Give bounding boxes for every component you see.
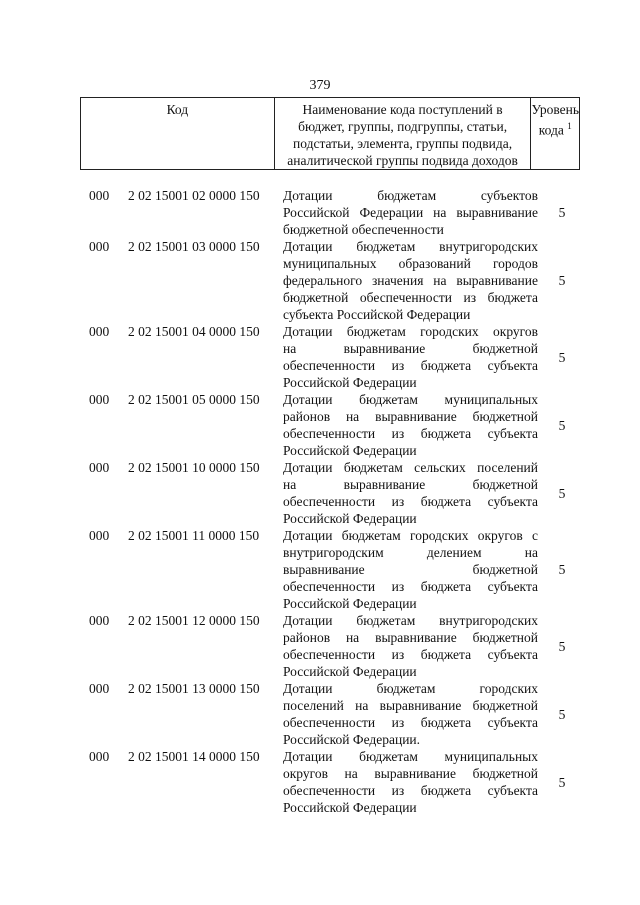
income-name-line: Дотации бюджетам субъектов — [283, 188, 538, 203]
income-name — [283, 527, 538, 612]
income-code: 2 02 15001 14 0000 150 — [128, 749, 260, 764]
income-name-line: обеспеченности из бюджета субъекта — [283, 426, 538, 441]
income-name-line: обеспеченности из бюджета субъекта — [283, 358, 538, 373]
header-name-line: Наименование кода поступлений в — [302, 102, 503, 117]
income-code: 2 02 15001 13 0000 150 — [128, 681, 260, 696]
income-name-line: Российской Федерации — [283, 596, 417, 611]
income-name-line: федерального значения на выравнивание — [283, 273, 538, 288]
income-name-line: Дотации бюджетам сельских поселений — [283, 460, 538, 475]
admin-code: 000 — [89, 460, 110, 475]
admin-code: 000 — [89, 324, 110, 339]
income-name-line: Дотации бюджетам внутригородских — [283, 239, 538, 254]
level-value: 5 — [558, 562, 566, 577]
income-code: 2 02 15001 12 0000 150 — [128, 613, 260, 628]
page-number: 379 — [309, 78, 331, 93]
level-value: 5 — [558, 205, 566, 220]
income-name-line: внутригородским делением на — [283, 545, 538, 560]
income-code: 2 02 15001 11 0000 150 — [128, 528, 260, 543]
table-row — [80, 391, 580, 459]
table-row — [80, 612, 580, 680]
income-name-line: Российской Федерации. — [283, 732, 421, 747]
admin-code: 000 — [89, 613, 110, 628]
income-name-line: бюджетной обеспеченности из бюджета — [283, 290, 538, 305]
income-name-line: Дотации бюджетам городских округов — [283, 324, 538, 339]
level-value: 5 — [558, 485, 566, 501]
admin-code: 000 — [89, 681, 110, 696]
admin-code: 000 — [89, 239, 110, 254]
income-name — [283, 612, 538, 680]
income-name-line: обеспеченности из бюджета субъекта — [283, 647, 538, 662]
income-name-line: Российской Федерации — [283, 375, 417, 390]
level-value: 5 — [558, 349, 566, 365]
income-name-line: обеспеченности из бюджета субъекта — [283, 715, 538, 730]
admin-code: 000 — [89, 188, 110, 203]
income-name-line: Российской Федерации — [283, 800, 417, 815]
income-name — [283, 238, 538, 323]
income-name-line: Дотации бюджетам муниципальных — [283, 749, 538, 764]
income-name — [283, 459, 538, 527]
table-header — [80, 97, 580, 170]
header-name-line: аналитической группы подвида доходов — [287, 153, 518, 168]
table-row — [80, 238, 580, 323]
income-name-line: обеспеченности из бюджета субъекта — [283, 579, 538, 594]
income-code: 2 02 15001 02 0000 150 — [128, 188, 260, 203]
income-name-line: округов на выравнивание бюджетной — [283, 766, 538, 781]
table-row — [80, 748, 580, 816]
income-name-line: Российской Федерации — [283, 443, 417, 458]
income-code: 2 02 15001 04 0000 150 — [128, 324, 260, 339]
income-name-line: Дотации бюджетам муниципальных — [283, 392, 538, 407]
income-name-line: Дотации бюджетам городских округов с — [283, 528, 538, 543]
income-name-line: бюджетной обеспеченности — [283, 222, 444, 237]
table-row — [80, 323, 580, 391]
income-name-line: районов на выравнивание бюджетной — [283, 409, 538, 424]
header-code: Код — [81, 98, 275, 170]
admin-code: 000 — [89, 392, 110, 407]
income-name — [283, 323, 538, 391]
table-row — [80, 187, 580, 238]
income-name-line: субъекта Российской Федерации — [283, 307, 471, 322]
header-level-line1: Уровень — [531, 102, 579, 117]
income-name-line: на выравнивание бюджетной — [283, 477, 538, 492]
header-level — [531, 98, 580, 170]
income-name-line: Российской Федерации — [283, 664, 417, 679]
income-name-line: Дотации бюджетам внутригородских — [283, 613, 538, 628]
table-row — [80, 527, 580, 612]
income-name — [283, 391, 538, 459]
level-value: 5 — [558, 417, 566, 433]
header-level-text: кода — [538, 122, 564, 138]
header-level-footnote: 1 — [567, 121, 572, 131]
income-name-line: обеспеченности из бюджета субъекта — [283, 783, 538, 798]
header-name-line: подстатьи, элемента, группы подвида, — [293, 136, 513, 151]
income-code: 2 02 15001 03 0000 150 — [128, 239, 260, 254]
income-name-line: Дотации бюджетам городских — [283, 681, 538, 696]
admin-code: 000 — [89, 528, 110, 543]
level-value: 5 — [558, 774, 566, 790]
income-name — [283, 187, 538, 238]
income-name-line: поселений на выравнивание бюджетной — [283, 698, 538, 713]
income-name-line: обеспеченности из бюджета субъекта — [283, 494, 538, 509]
income-name-line: Российской Федерации на выравнивание — [283, 205, 538, 220]
header-name — [274, 98, 531, 170]
header-name-line: бюджет, группы, подгруппы, статьи, — [298, 119, 508, 134]
table-row — [80, 680, 580, 748]
level-value: 5 — [558, 273, 566, 288]
income-name-line: Российской Федерации — [283, 511, 417, 526]
income-name-line: районов на выравнивание бюджетной — [283, 630, 538, 645]
income-name-line: на выравнивание бюджетной — [283, 341, 538, 356]
income-code: 2 02 15001 05 0000 150 — [128, 392, 260, 407]
income-code: 2 02 15001 10 0000 150 — [128, 460, 260, 475]
income-name-line: муниципальных образований городов — [283, 256, 538, 271]
table-row — [80, 459, 580, 527]
level-value: 5 — [558, 706, 566, 722]
level-value: 5 — [558, 638, 566, 654]
header-level-line2 — [531, 118, 579, 139]
income-name — [283, 680, 538, 748]
income-name-line: выравнивание бюджетной — [283, 562, 538, 577]
income-name — [283, 748, 538, 816]
table-body — [80, 187, 580, 816]
admin-code: 000 — [89, 749, 110, 764]
